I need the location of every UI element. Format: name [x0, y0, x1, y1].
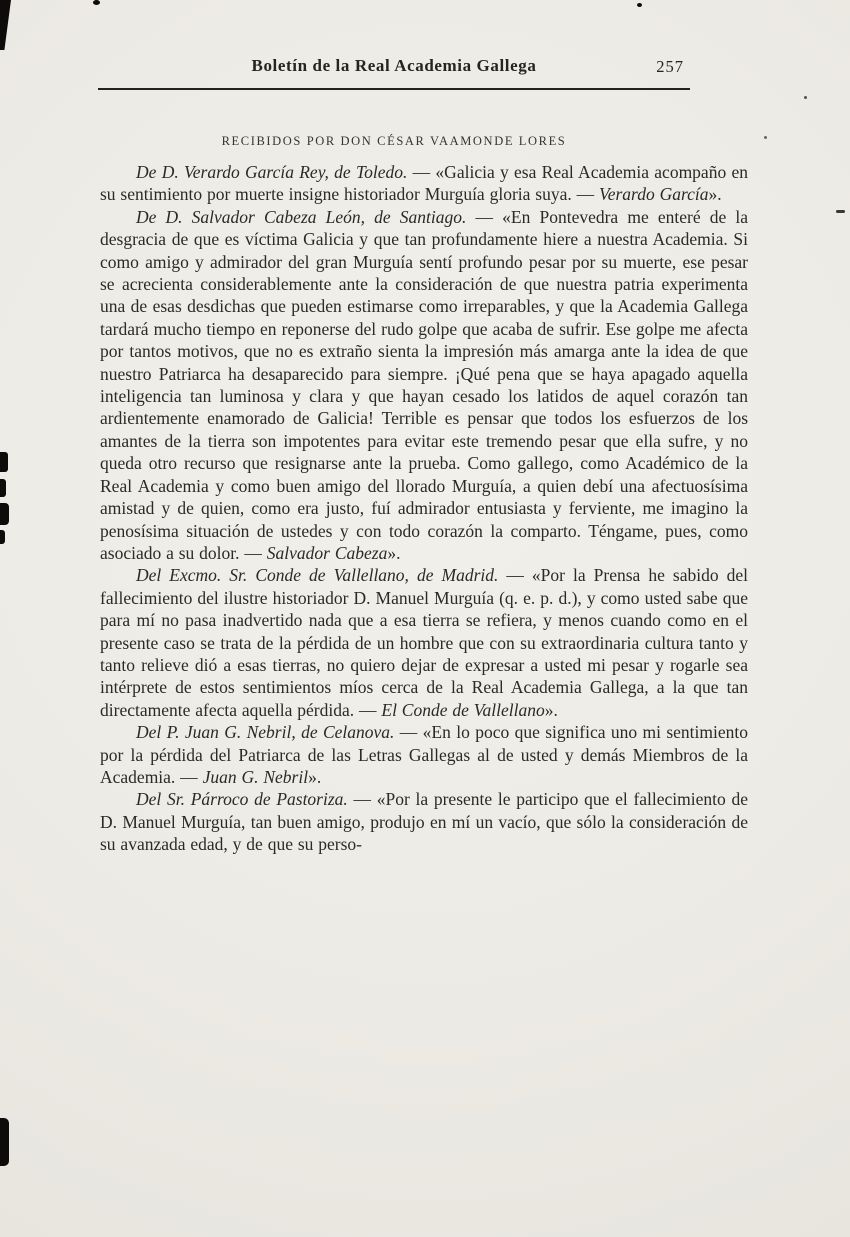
text-segment: — «Por la presente le participo que el fallecimiento de D. Manuel Murguía, tan buen amigo, produjo en mí un vacío, que sólo la consideración de su avanzada edad, y de que su perso-: [100, 789, 748, 855]
paragraph: [100, 206, 748, 565]
binding-ink-mark: [0, 530, 5, 544]
text-segment: Juan G. Nebril: [202, 766, 309, 787]
paragraph: [100, 161, 748, 206]
journal-title: Boletín de la Real Academia Gallega: [251, 56, 537, 75]
paragraph: [100, 721, 748, 788]
text-segment: ».: [308, 766, 322, 787]
binding-ink-mark: [0, 452, 8, 472]
binding-ink-mark: [0, 479, 6, 497]
paragraph: [100, 564, 748, 721]
ink-speck: [804, 96, 807, 99]
text-segment: ».: [544, 699, 558, 720]
page-number: 257: [656, 57, 684, 76]
text-segment: Verardo García: [598, 184, 709, 205]
text-segment: ».: [387, 542, 401, 563]
running-header: [98, 56, 690, 82]
text-segment: De D. Verardo García Rey, de Toledo.: [136, 162, 408, 182]
text-segment: Del Excmo. Sr. Conde de Vallellano, de Madrid.: [136, 565, 499, 586]
text-segment: Del P. Juan G. Nebril, de Celanova.: [136, 722, 395, 743]
text-segment: De D. Salvador Cabeza León, de Santiago.: [136, 206, 467, 227]
text-segment: ».: [708, 184, 722, 205]
ink-speck: [836, 210, 845, 213]
section-heading: RECIBIDOS POR DON CÉSAR VAAMONDE LORES: [221, 134, 567, 148]
text-segment: — «Galicia y esa Real Academia acompaño en su sentimiento por muerte insigne historiador Murguía gloria suya. —: [100, 162, 749, 205]
ink-speck: [93, 0, 100, 5]
text-segment: Salvador Cabeza: [266, 542, 388, 563]
ink-speck: [764, 136, 767, 139]
header-rule: [98, 88, 690, 90]
binding-ink-mark: [0, 503, 9, 525]
text-segment: — «En lo poco que significa uno mi sentimiento por la pérdida del Patriarca de las Letras Gallegas al de usted y demás Miembros de la Academia. —: [100, 722, 748, 787]
text-segment: — «En Pontevedra me enteré de la desgracia de que es víctima Galicia y que tan profundamente hiere a nuestra Academia. Si como amigo y admirador del gran Murguía sentí profundo pesar por su muerte, ese pesar se acrecienta considerablemente ante la consideración de que nuestra patria experimenta una de esas desdichas que pueden estimarse como irreparables, y que la Academia Gallega tardará mucho tiempo en reponerse del rudo golpe que acaba de sufrir. Ese golpe me afecta por tantos motivos, que no es extraño sienta la impresión más amarga ante la idea de que nuestro Patriarca ha desaparecido para siempre. ¡Qué pena que se haya apagado aquella inteligencia tan luminosa y clara y que hayan cesado los latidos de aquel corazón tan ardientemente enamorado de Galicia! Terrible es pensar que todos los esfuerzos de los amantes de la tierra son impotentes para evitar este tremendo pesar que ella sufre, y no queda otro recurso que resignarse ante la prueba. Como gallego, como Académico de la Real Academia y como buen amigo del llorado Murguía, a quien debí una afectuosísima amistad y de quien, como era justo, fuí admirador entusiasta y ferviente, me imagino la penosísima situación de ustedes y con todo corazón la comparto. Téngame, pues, como asociado a su dolor. —: [100, 206, 748, 563]
text-segment: — «Por la Prensa he sabido del fallecimiento del ilustre historiador D. Manuel Murguía (q. e. p. d.), y como usted sabe que para mí no pasa inadvertido nada que a esa tierra se refiera, y menos cuando como en el presente caso se trata de la pérdida de un hombre que con su extraordinaria cultura tanto y tanto relieve dió a esas tierras, no quiero dejar de expresar a usted mi pesar y rogarle sea intérprete de estos sentimientos míos cerca de la Real Academia Gallega, a la que tan directamente afecta aquella pérdida. —: [100, 565, 748, 720]
binding-ink-mark: [0, 0, 11, 50]
text-segment: El Conde de Vallellano: [381, 699, 545, 720]
binding-ink-mark: [0, 1118, 9, 1166]
paragraph: [100, 788, 748, 855]
paragraphs: [100, 161, 748, 856]
text-segment: Del Sr. Párroco de Pastoriza.: [136, 789, 348, 810]
ink-speck: [637, 3, 642, 7]
